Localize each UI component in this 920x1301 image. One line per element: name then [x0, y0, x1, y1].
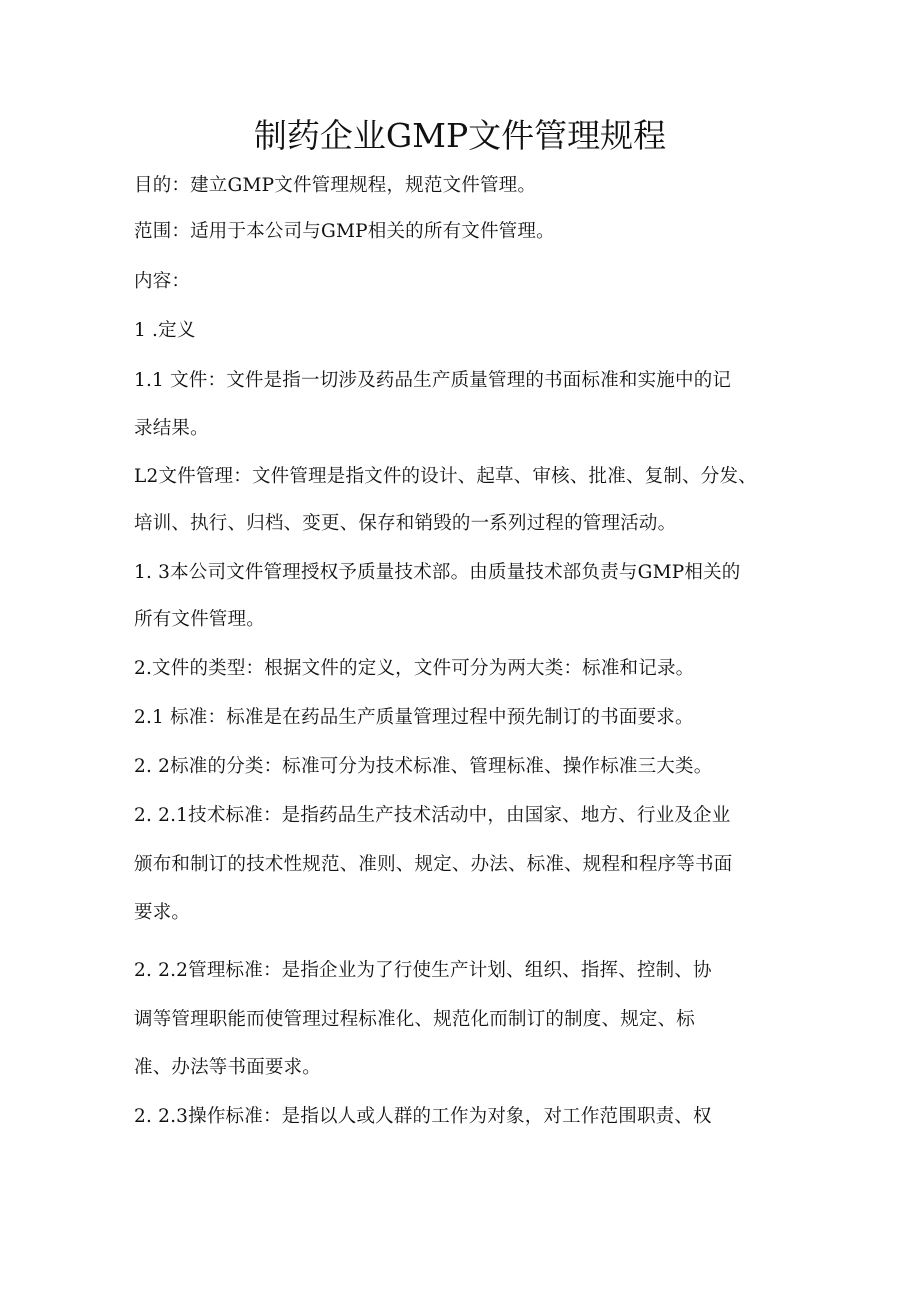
paragraph-line: 1. 3本公司文件管理授权予质量技术部。由质量技术部负责与GMP相关的 — [134, 562, 741, 583]
paragraph-line: 要求。 — [134, 902, 191, 923]
paragraph-line: 2. 2.3操作标准：是指以人或人群的工作为对象，对工作范围职责、权 — [134, 1106, 712, 1127]
paragraph-line: 2. 2.1技术标准：是指药品生产技术活动中，由国家、地方、行业及企业 — [134, 805, 731, 826]
paragraph-line: 录结果。 — [134, 418, 209, 439]
section-1-heading: 1 .定义 — [134, 320, 196, 341]
scope-line: 范围：适用于本公司与GMP相关的所有文件管理。 — [134, 221, 555, 242]
section-2-line: 2.文件的类型：根据文件的定义，文件可分为两大类：标准和记录。 — [134, 658, 695, 679]
paragraph-line: 培训、执行、归档、变更、保存和销毁的一系列过程的管理活动。 — [134, 513, 677, 534]
paragraph-line: 准、办法等书面要求。 — [134, 1057, 322, 1078]
paragraph-line: L2文件管理：文件管理是指文件的设计、起草、审核、批准、复制、分发、 — [134, 466, 757, 487]
paragraph-line: 2. 2.2管理标准：是指企业为了行使生产计划、组织、指挥、控制、协 — [134, 960, 712, 981]
document-title: 制药企业GMP文件管理规程 — [253, 116, 667, 155]
paragraph-line: 1.1 文件：文件是指一切涉及药品生产质量管理的书面标准和实施中的记 — [134, 370, 732, 391]
paragraph-line: 调等管理职能而使管理过程标准化、规范化而制订的制度、规定、标 — [134, 1009, 696, 1030]
paragraph-line: 2. 2标准的分类：标准可分为技术标准、管理标准、操作标准三大类。 — [134, 756, 713, 777]
paragraph-line: 所有文件管理。 — [134, 609, 265, 630]
paragraph-line: 2.1 标准：标准是在药品生产质量管理过程中预先制订的书面要求。 — [134, 707, 694, 728]
content-heading: 内容： — [134, 271, 191, 292]
purpose-line: 目的：建立GMP文件管理规程，规范文件管理。 — [134, 175, 537, 196]
paragraph-line: 颁布和制订的技术性规范、准则、规定、办法、标准、规程和程序等书面 — [134, 854, 733, 875]
